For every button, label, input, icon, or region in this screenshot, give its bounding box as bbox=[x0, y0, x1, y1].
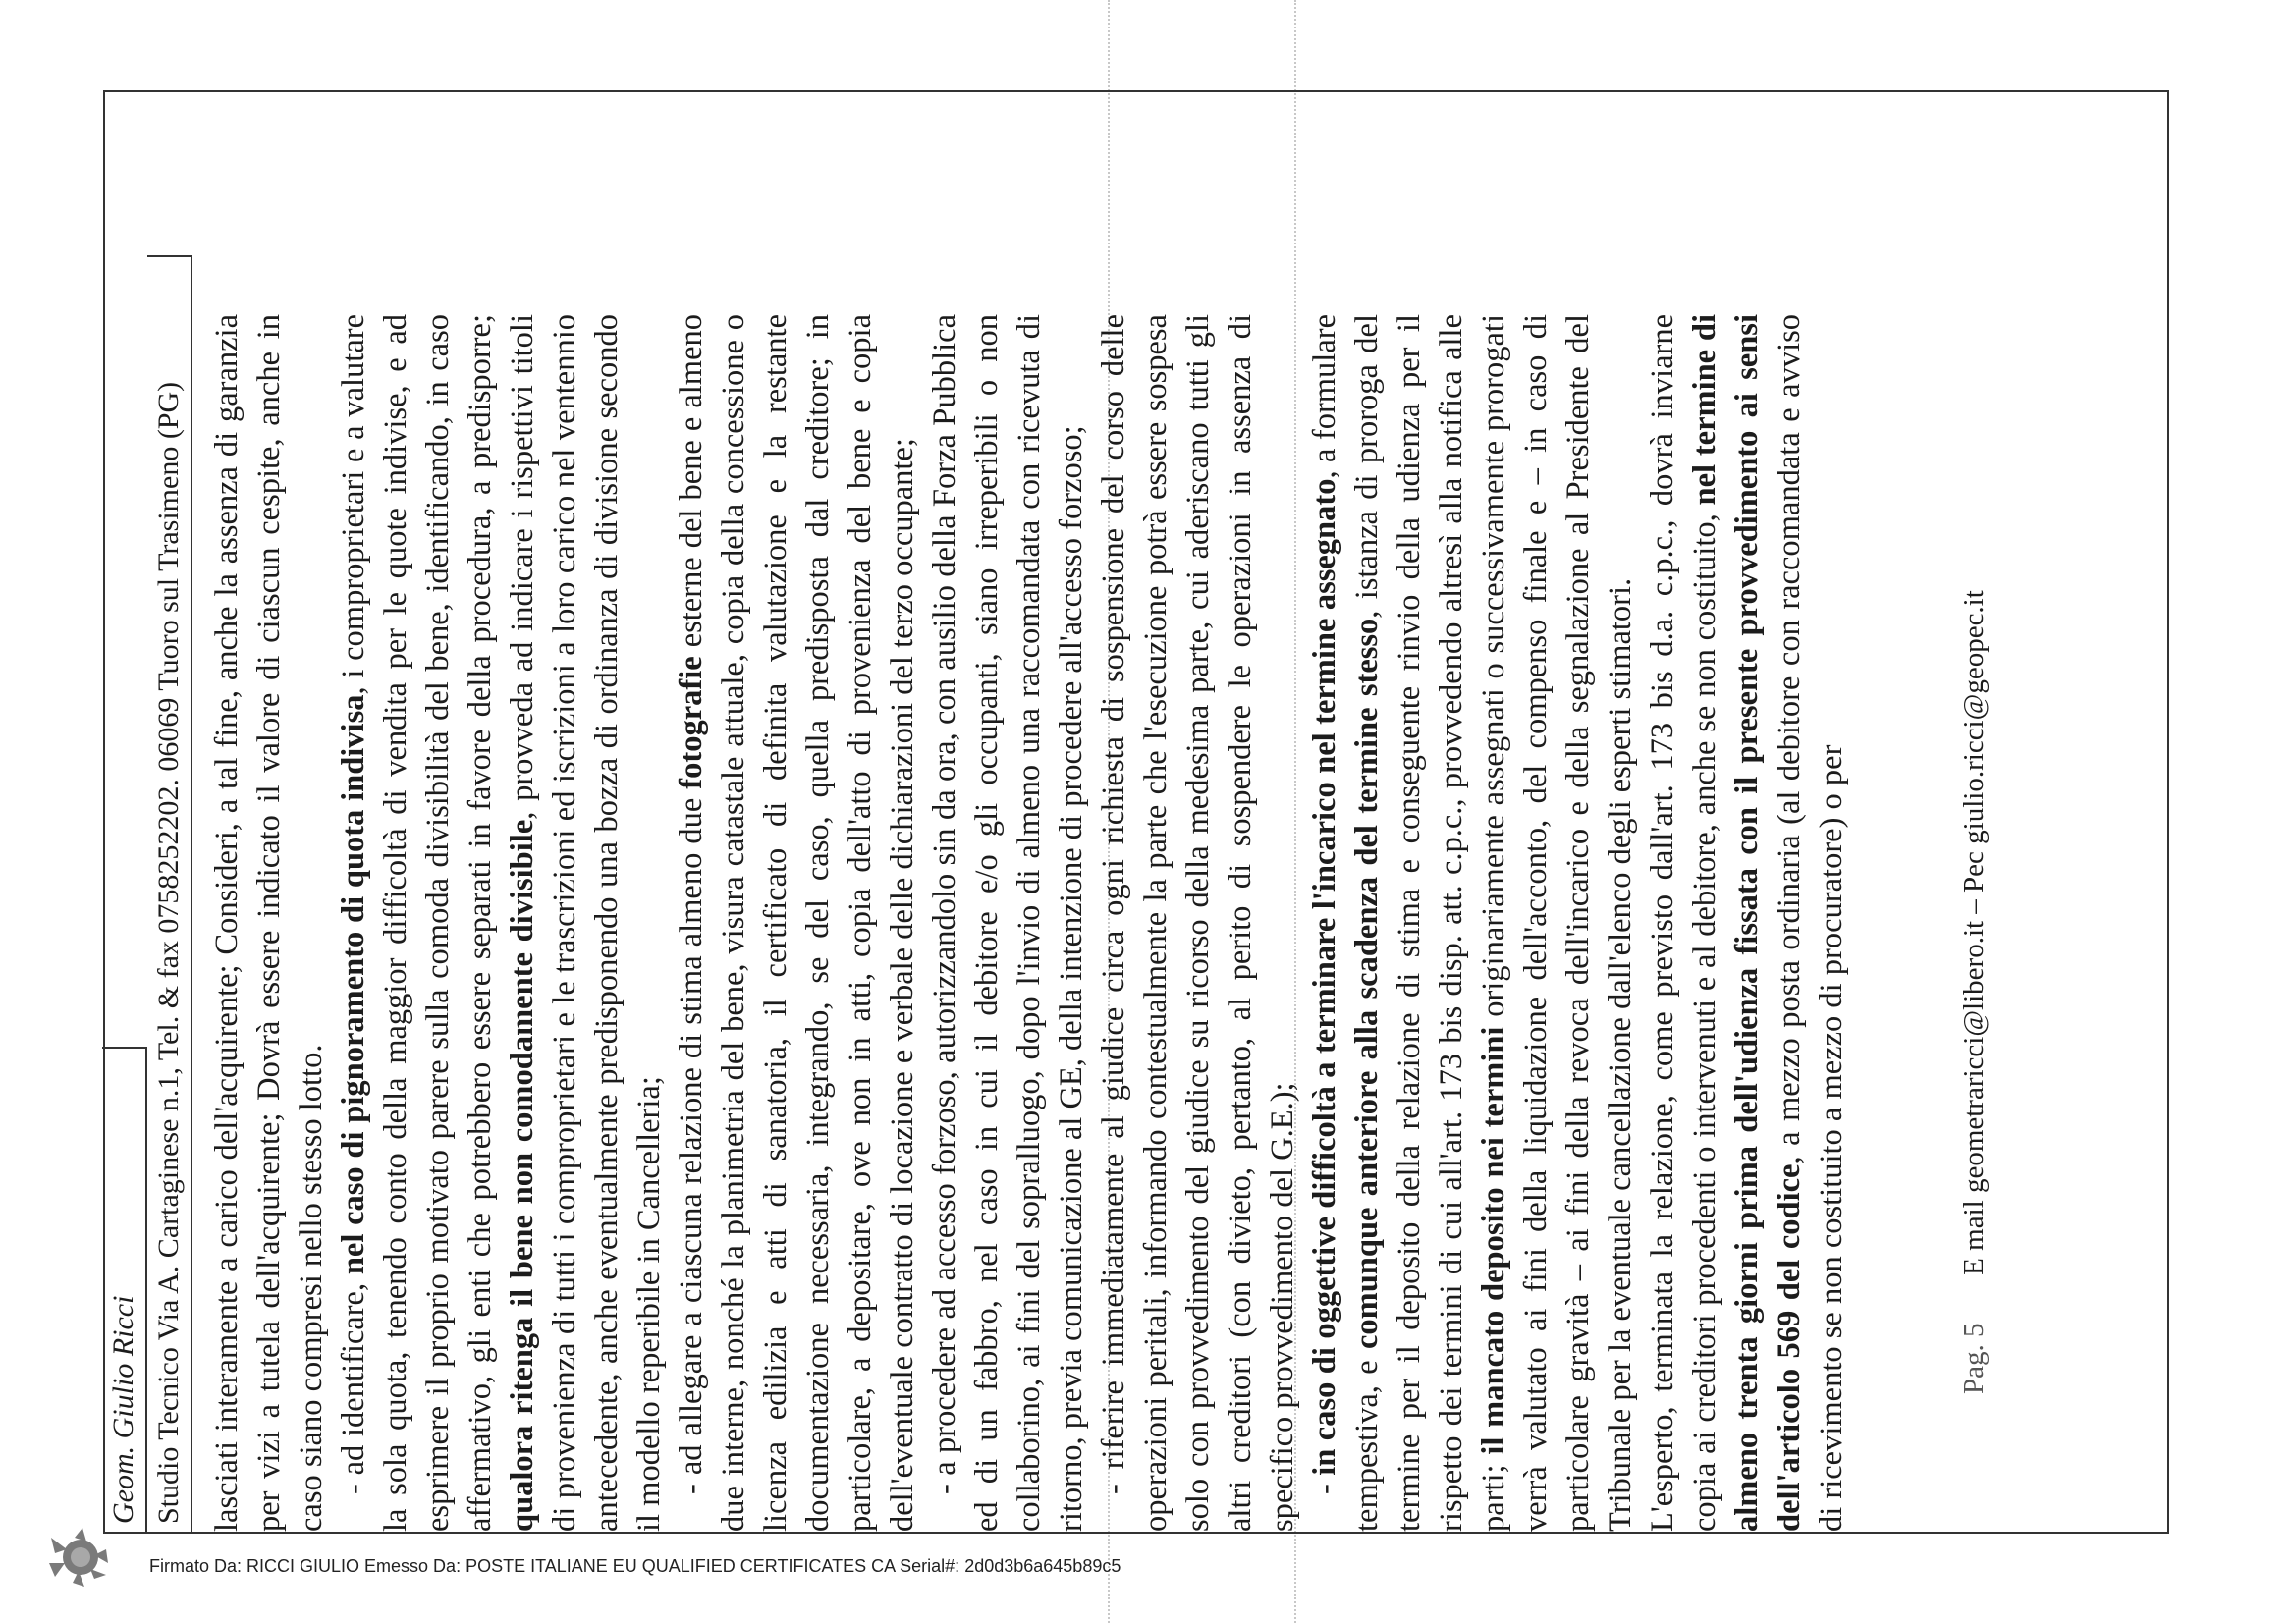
digital-signature-line: Firmato Da: RICCI GIULIO Emesso Da: POSTE ITALIANE EU QUALIFIED CERTIFICATES CA Serial#: 2d0d3b6a645b89c5 bbox=[149, 1556, 1121, 1576]
letterhead bbox=[102, 255, 192, 1532]
seal-icon bbox=[43, 1520, 118, 1595]
paragraph-5: - riferire immediatamente al giudice circa ogni richiesta di sospensione del corso delle operazioni peritali, informando contestualmente la parte che l'esecuzione potrà essere sospesa solo con provvedimento del giudice su ricorso della medesima parte, cui aderiscano tutti gli altri creditori (con divieto, pertanto, al perito di sospendere le operazioni in assenza di specifico provvedimento del G.E.); bbox=[1096, 314, 1300, 1532]
rotated-page bbox=[100, 137, 2123, 1532]
document-body bbox=[206, 314, 1954, 1532]
paragraph-3: - ad allegare a ciascuna relazione di stima almeno due fotografie esterne del bene e almeno due interne, nonché la planimetria del bene, visura catastale attuale, copia della concessione o licenza edilizia e atti di sanatoria, il certificato di definita valutazione e la restante documentazione necessaria, integrando, se del caso, quella predisposta dal creditore; in particolare, a depositare, ove non in atti, copia dell'atto di provenienza del bene e copia dell'eventuale contratto di locazione e verbale delle dichiarazioni del terzo occupante; bbox=[674, 314, 920, 1532]
letterhead-studio: Studio Tecnico Via A. Cartaginese n.1, Tel. & fax 0758252202. 06069 Tuoro sul Trasimeno (PG) bbox=[147, 255, 192, 1532]
paragraph-1: lasciati interamente a carico dell'acquirente; Consideri, a tal fine, anche la assenza di garanzia per vizi a tutela dell'acquirente; Dovrà essere indicato il valore di ciascun cespite, anche in caso siano compresi nello stesso lotto. bbox=[209, 314, 329, 1532]
paragraph-6: - in caso di oggettive difficoltà a terminare l'incarico nel termine assegnato, a formulare tempestiva, e comunque anteriore alla scadenza del termine stesso, istanza di proroga del termine per il deposito della relazione di stima e conseguente rinvio della udienza per il rispetto dei termini di cui all'art. 173 bis disp. att. c.p.c., provvedendo altresì alla notifica alle parti; il mancato deposito nei termini originariamente assegnati o successivamente prorogati verrà valutato ai fini della liquidazione dell'acconto, del compenso finale e – in caso di particolare gravità – ai fini della revoca dell'incarico e della segnalazione al Presidente del Tribunale per la eventuale cancellazione dall'elenco degli esperti stimatori. bbox=[1307, 314, 1638, 1532]
page-number: Pag. 5 bbox=[1958, 1323, 1990, 1394]
paragraph-7: L'esperto, terminata la relazione, come previsto dall'art. 173 bis d.a. c.p.c., dovrà inviarne copia ai creditori procedenti o intervenuti e al debitore, anche se non costituito, nel termine di almeno trenta giorni prima dell'udienza fissata con il presente provvedimento ai sensi dell'articolo 569 del codice, a mezzo posta ordinaria (al debitore con raccomandata e avviso di ricevimento se non costituito a mezzo di procuratore) o per bbox=[1645, 314, 1849, 1532]
footer-email: E mail geometraricci@libero.it – Pec giulio.ricci@geopec.it bbox=[1958, 590, 1990, 1275]
paragraph-2: - ad identificare, nel caso di pignoramento di quota indivisa, i comproprietari e a valutare la sola quota, tenendo conto della maggior difficoltà di vendita per le quote indivise, e ad esprimere il proprio motivato parere sulla comoda divisibilità del bene, identificando, in caso affermativo, gli enti che potrebbero essere separati in favore della procedura, a predisporre; qualora ritenga il bene non comodamente divisibile, provveda ad indicare i rispettivi titoli di provenienza di tutti i comproprietari e le trascrizioni ed iscrizioni a loro carico nel ventennio antecedente, anche eventualmente predisponendo una bozza di ordinanza di divisione secondo il modello reperibile in Cancelleria; bbox=[336, 314, 667, 1532]
paragraph-4: - a procedere ad accesso forzoso, autorizzandolo sin da ora, con ausilio della Forza Pubblica ed di un fabbro, nel caso in cui il debitore e/o gli occupanti, siano irreperibili o non collaborino, ai fini del sopralluogo, dopo l'invio di almeno una raccomandata con ricevuta di ritorno, previa comunicazione al GE, della intenzione di procedere all'accesso forzoso; bbox=[927, 314, 1089, 1532]
letterhead-name: Geom. Giulio Ricci bbox=[102, 1047, 147, 1532]
